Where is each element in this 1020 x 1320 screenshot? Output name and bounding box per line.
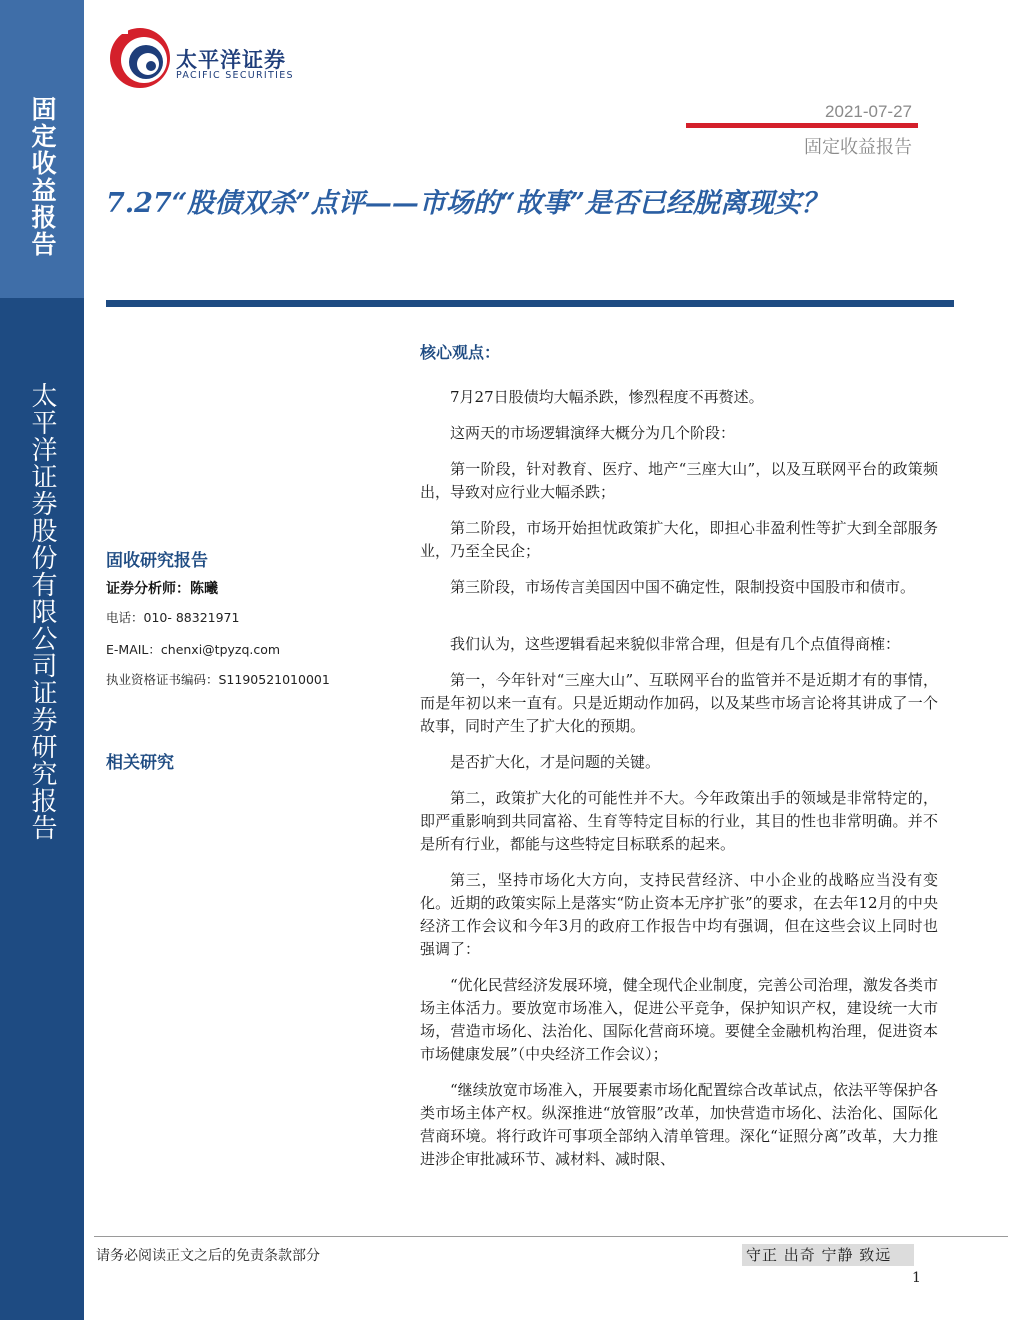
report-body (420, 386, 938, 1184)
logo-name-cn: 太平洋证券 (176, 48, 286, 72)
body-paragraph: 我们认为，这些逻辑看起来貌似非常合理，但是有几个点值得商榷： (450, 635, 901, 653)
date-underline (686, 123, 918, 128)
footer-disclaimer: 请务必阅读正文之后的免责条款部分 (96, 1248, 320, 1264)
footer-motto: 守正 出奇 宁静 致远 (742, 1244, 914, 1266)
title-divider (106, 300, 954, 307)
body-paragraph: 这两天的市场逻辑演绎大概分为几个阶段： (450, 424, 736, 442)
body-paragraph: 第一，今年针对“三座大山”、互联网平台的监管并不是近期才有的事情，而是年初以来一直有。只是近期动作加码，以及某些市场言论将其讲成了一个故事，同时产生了扩大化的预期。 (420, 671, 938, 735)
quote-paragraph: “优化民营经济发展环境，健全现代企业制度，完善公司治理，激发各类市场主体活力。要放宽市场准入，促进公平竞争，保护知识产权，建设统一大市场，营造市场化、法治化、国际化营商环境。要健全金融机构治理，促进资本市场健康发展”（中央经济工作会议）； (420, 976, 938, 1063)
vertical-category-label: 固定收益报告 (28, 96, 57, 258)
analyst-phone: 电话：010- 88321971 (106, 610, 240, 625)
quote-paragraph: “继续放宽市场准入，开展要素市场化配置综合改革试点，依法平等保护各类市场主体产权。纵深推进“放管服”改革，加快营造市场化、法治化、国际化营商环境。将行政许可事项全部纳入清单管理。深化“证照分离”改革，大力推进涉企审批减环节、减材料、减时限、 (420, 1081, 938, 1168)
body-paragraph: 第三，坚持市场化大方向，支持民营经济、中小企业的战略应当没有变化。近期的政策实际上是落实“防止资本无序扩张”的要求，在去年12月的中央经济工作会议和今年3月的政府工作报告中均有强调，但在这些会议上同时也强调了： (420, 871, 938, 958)
core-views-heading: 核心观点： (420, 343, 501, 362)
body-paragraph: 是否扩大化，才是问题的关键。 (450, 753, 661, 771)
analyst-certificate: 执业资格证书编码：S1190521010001 (106, 672, 330, 687)
logo-name-en: PACIFIC SECURITIES (176, 70, 294, 81)
vertical-organization-label: 太平洋证券股份有限公司证券研究报告 (27, 382, 57, 841)
panel-heading: 固收研究报告 (106, 551, 208, 571)
report-date: 2021-07-27 (825, 102, 912, 121)
page-number: 1 (912, 1270, 921, 1286)
body-paragraph: 7月27日股债均大幅杀跌，惨烈程度不再赘述。 (450, 388, 764, 406)
body-paragraph: 第三阶段，市场传言美国因中国不确定性，限制投资中国股市和债市。 (450, 578, 916, 596)
body-paragraph: 第二阶段，市场开始担忧政策扩大化，即担心非盈利性等扩大到全部服务业，乃至全民企； (420, 519, 938, 560)
analyst-name: 证券分析师：陈曦 (106, 581, 218, 597)
footer-divider (94, 1236, 1008, 1237)
related-research-heading: 相关研究 (106, 753, 174, 773)
analyst-email: E-MAIL：chenxi@tpyzq.com (106, 642, 281, 657)
body-paragraph: 第一阶段，针对教育、医疗、地产“三座大山”，以及互联网平台的政策频出，导致对应行业大幅杀跌； (420, 460, 938, 501)
report-title: 7.27“股债双杀”点评——市场的“故事”是否已经脱离现实？ (106, 188, 828, 219)
body-paragraph: 第二，政策扩大化的可能性并不大。今年政策出手的领域是非常特定的，即严重影响到共同富裕、生育等特定目标的行业，其目的性也非常明确。并不是所有行业，都能与这些特定目标联系的起来。 (420, 789, 938, 853)
analyst-panel (106, 546, 386, 687)
report-type: 固定收益报告 (804, 137, 912, 158)
